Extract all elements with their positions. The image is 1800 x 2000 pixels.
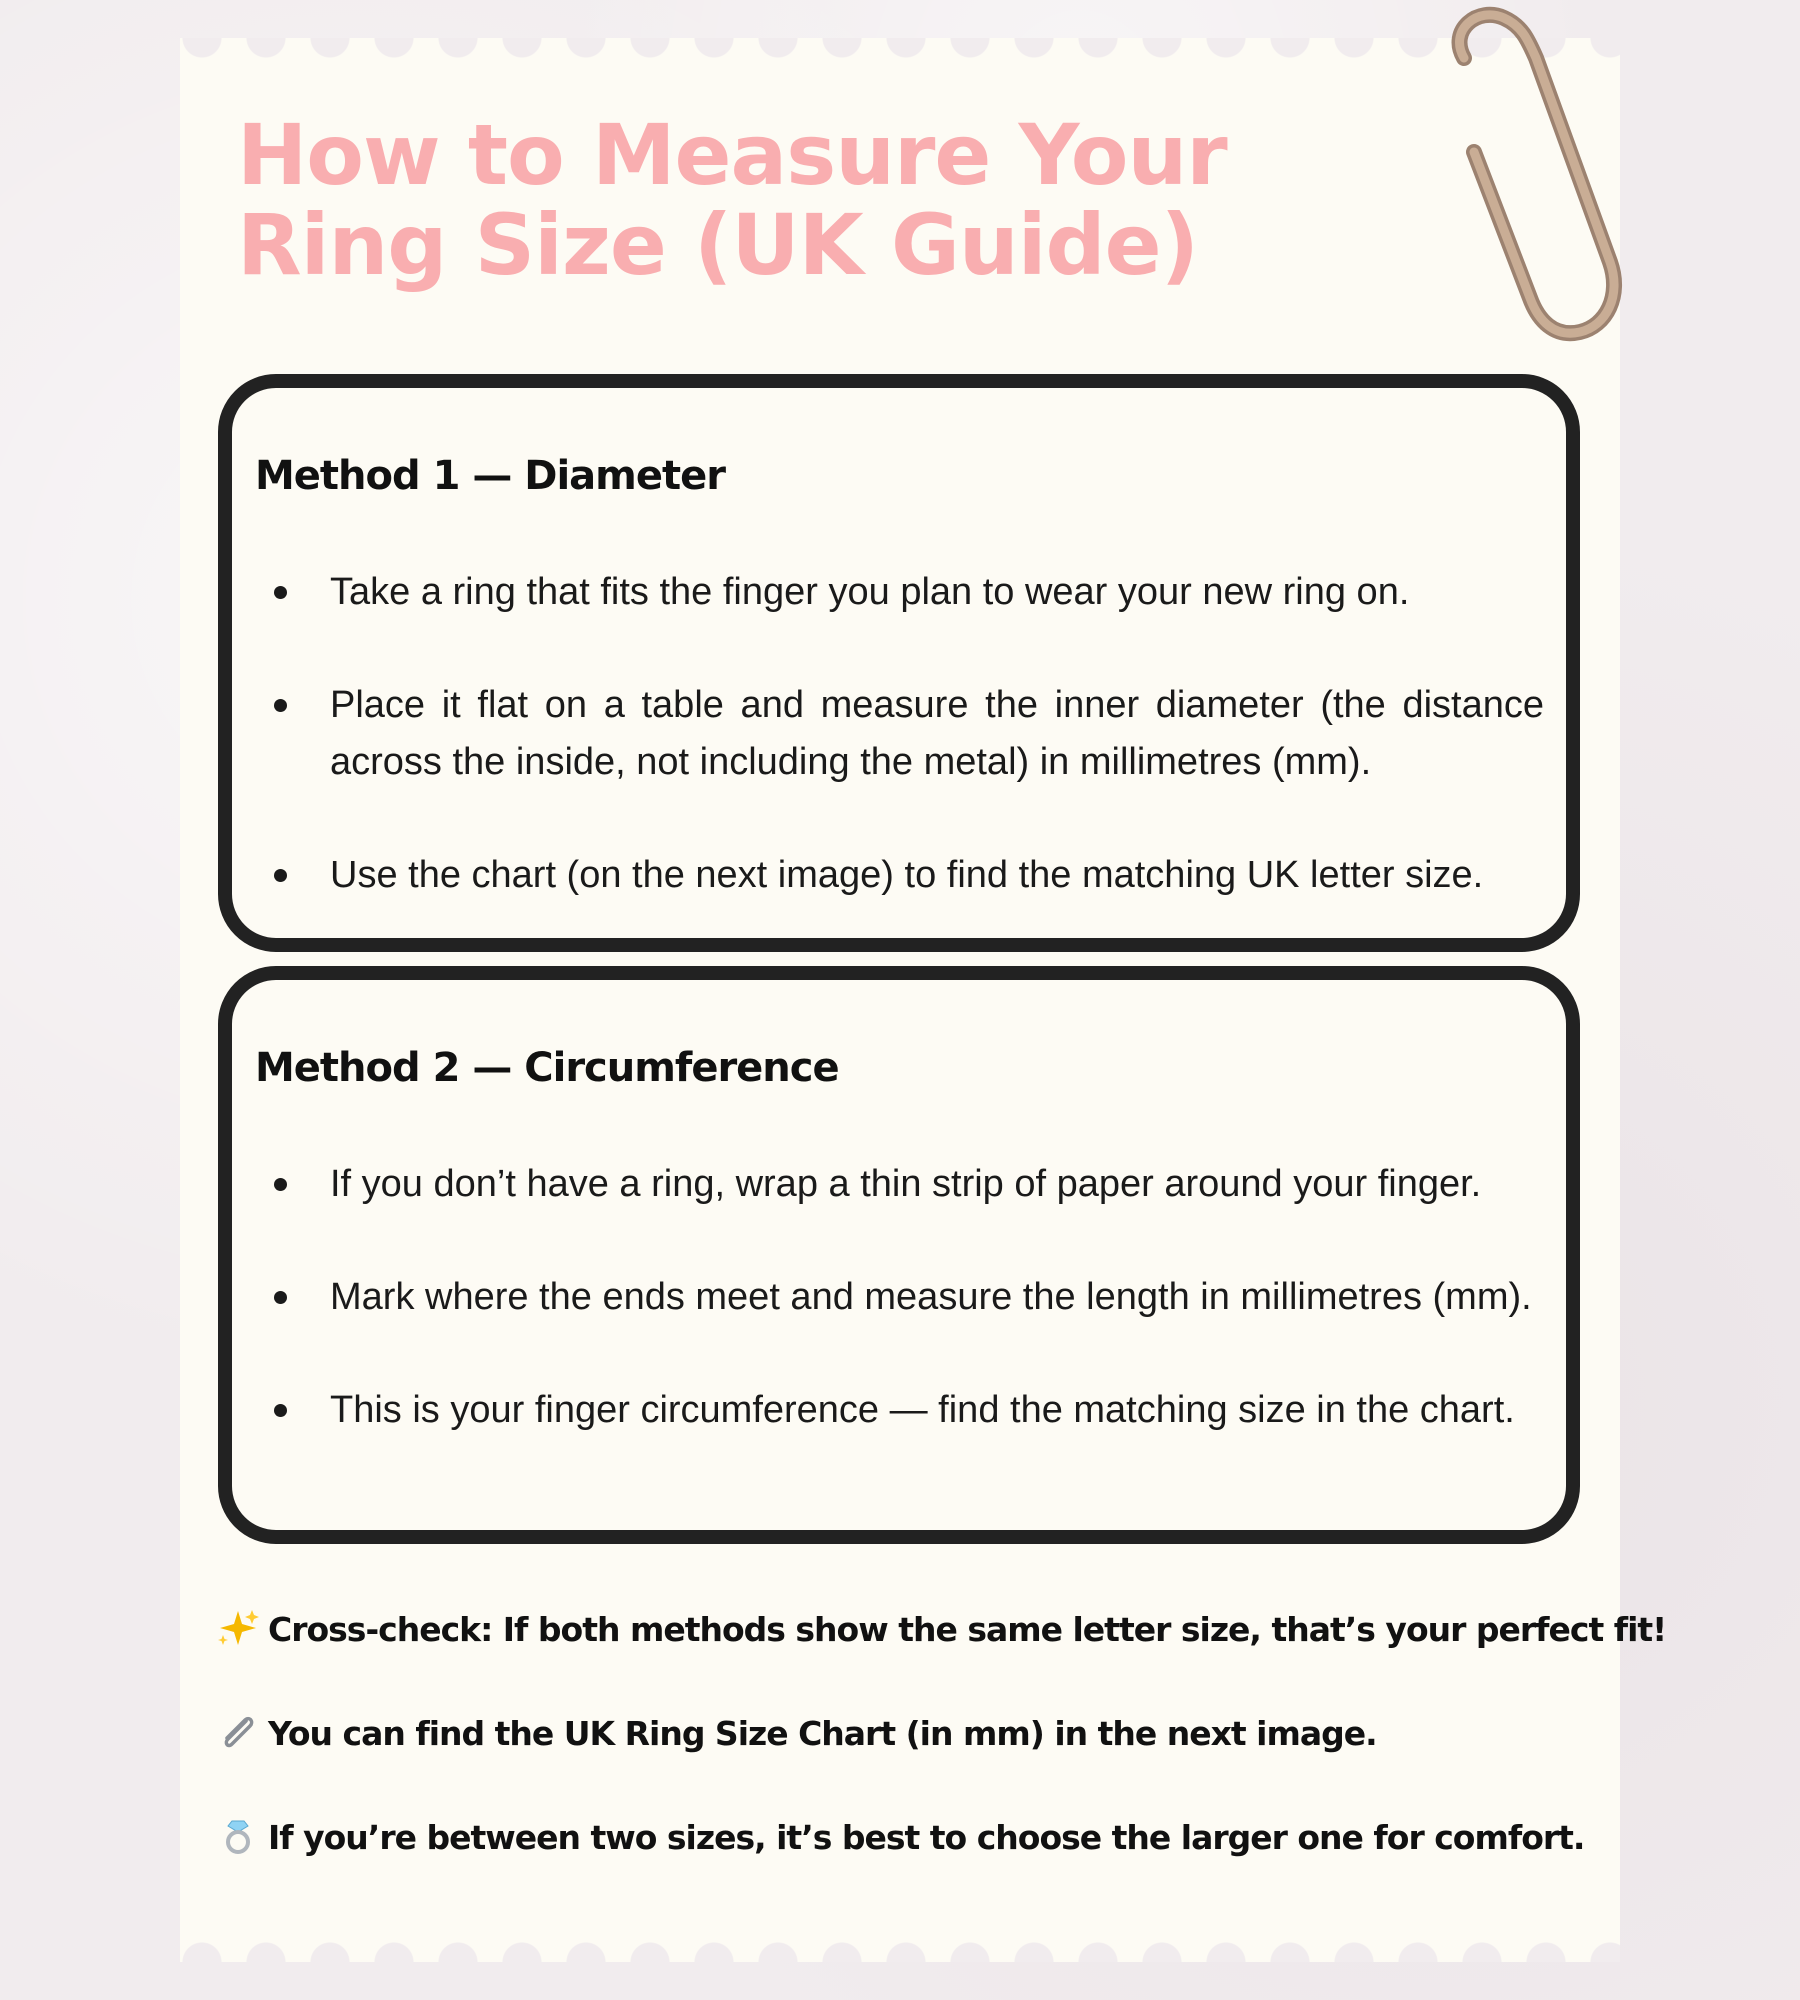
list-item: [274, 847, 1544, 904]
bullet-dot-icon: [274, 869, 287, 882]
paperclip-icon: [216, 1713, 260, 1751]
note-cross-check: [216, 1608, 1667, 1652]
list-item: [274, 1382, 1544, 1439]
note-text: Cross-check: If both methods show the same letter size, that’s your perfect fit!: [268, 1610, 1667, 1649]
note-chart-reference: [216, 1712, 1616, 1756]
bullet-dot-icon: [274, 586, 287, 599]
list-item-text: If you don’t have a ring, wrap a thin strip of paper around your finger.: [330, 1163, 1482, 1205]
method-1-list: [274, 564, 1544, 960]
list-item: [274, 1269, 1544, 1326]
note-text: If you’re between two sizes, it’s best to choose the larger one for comfort.: [268, 1818, 1585, 1857]
bullet-dot-icon: [274, 699, 287, 712]
list-item-text: Place it flat on a table and measure the inner diameter (the distance across the inside, not including the metal) in millimetres (mm).: [330, 684, 1544, 783]
note-text: You can find the UK Ring Size Chart (in mm) in the next image.: [268, 1714, 1377, 1753]
method-1-heading: Method 1 — Diameter: [255, 453, 725, 499]
ring-icon: [216, 1817, 260, 1855]
list-item-text: Mark where the ends meet and measure the length in millimetres (mm).: [330, 1276, 1532, 1318]
paperclip-icon: [1400, 0, 1630, 345]
list-item-text: Take a ring that fits the finger you plan to wear your new ring on.: [330, 571, 1410, 613]
page-title: How to Measure Your Ring Size (UK Guide): [237, 106, 1227, 294]
list-item-text: Use the chart (on the next image) to find the matching UK letter size.: [330, 854, 1484, 896]
method-2-heading: Method 2 — Circumference: [255, 1045, 839, 1091]
bullet-dot-icon: [274, 1178, 287, 1191]
method-1-card: [218, 374, 1580, 952]
list-item: [274, 1156, 1544, 1213]
list-item: [274, 564, 1544, 621]
scalloped-bottom-edge: [180, 1940, 1620, 1962]
sparkles-icon: [216, 1609, 260, 1647]
method-2-card: [218, 966, 1580, 1544]
list-item-text: This is your finger circumference — find the matching size in the chart.: [330, 1389, 1515, 1431]
bullet-dot-icon: [274, 1291, 287, 1304]
list-item: [274, 677, 1544, 791]
method-2-list: [274, 1156, 1544, 1495]
bullet-dot-icon: [274, 1404, 287, 1417]
note-between-sizes: [216, 1816, 1616, 1860]
